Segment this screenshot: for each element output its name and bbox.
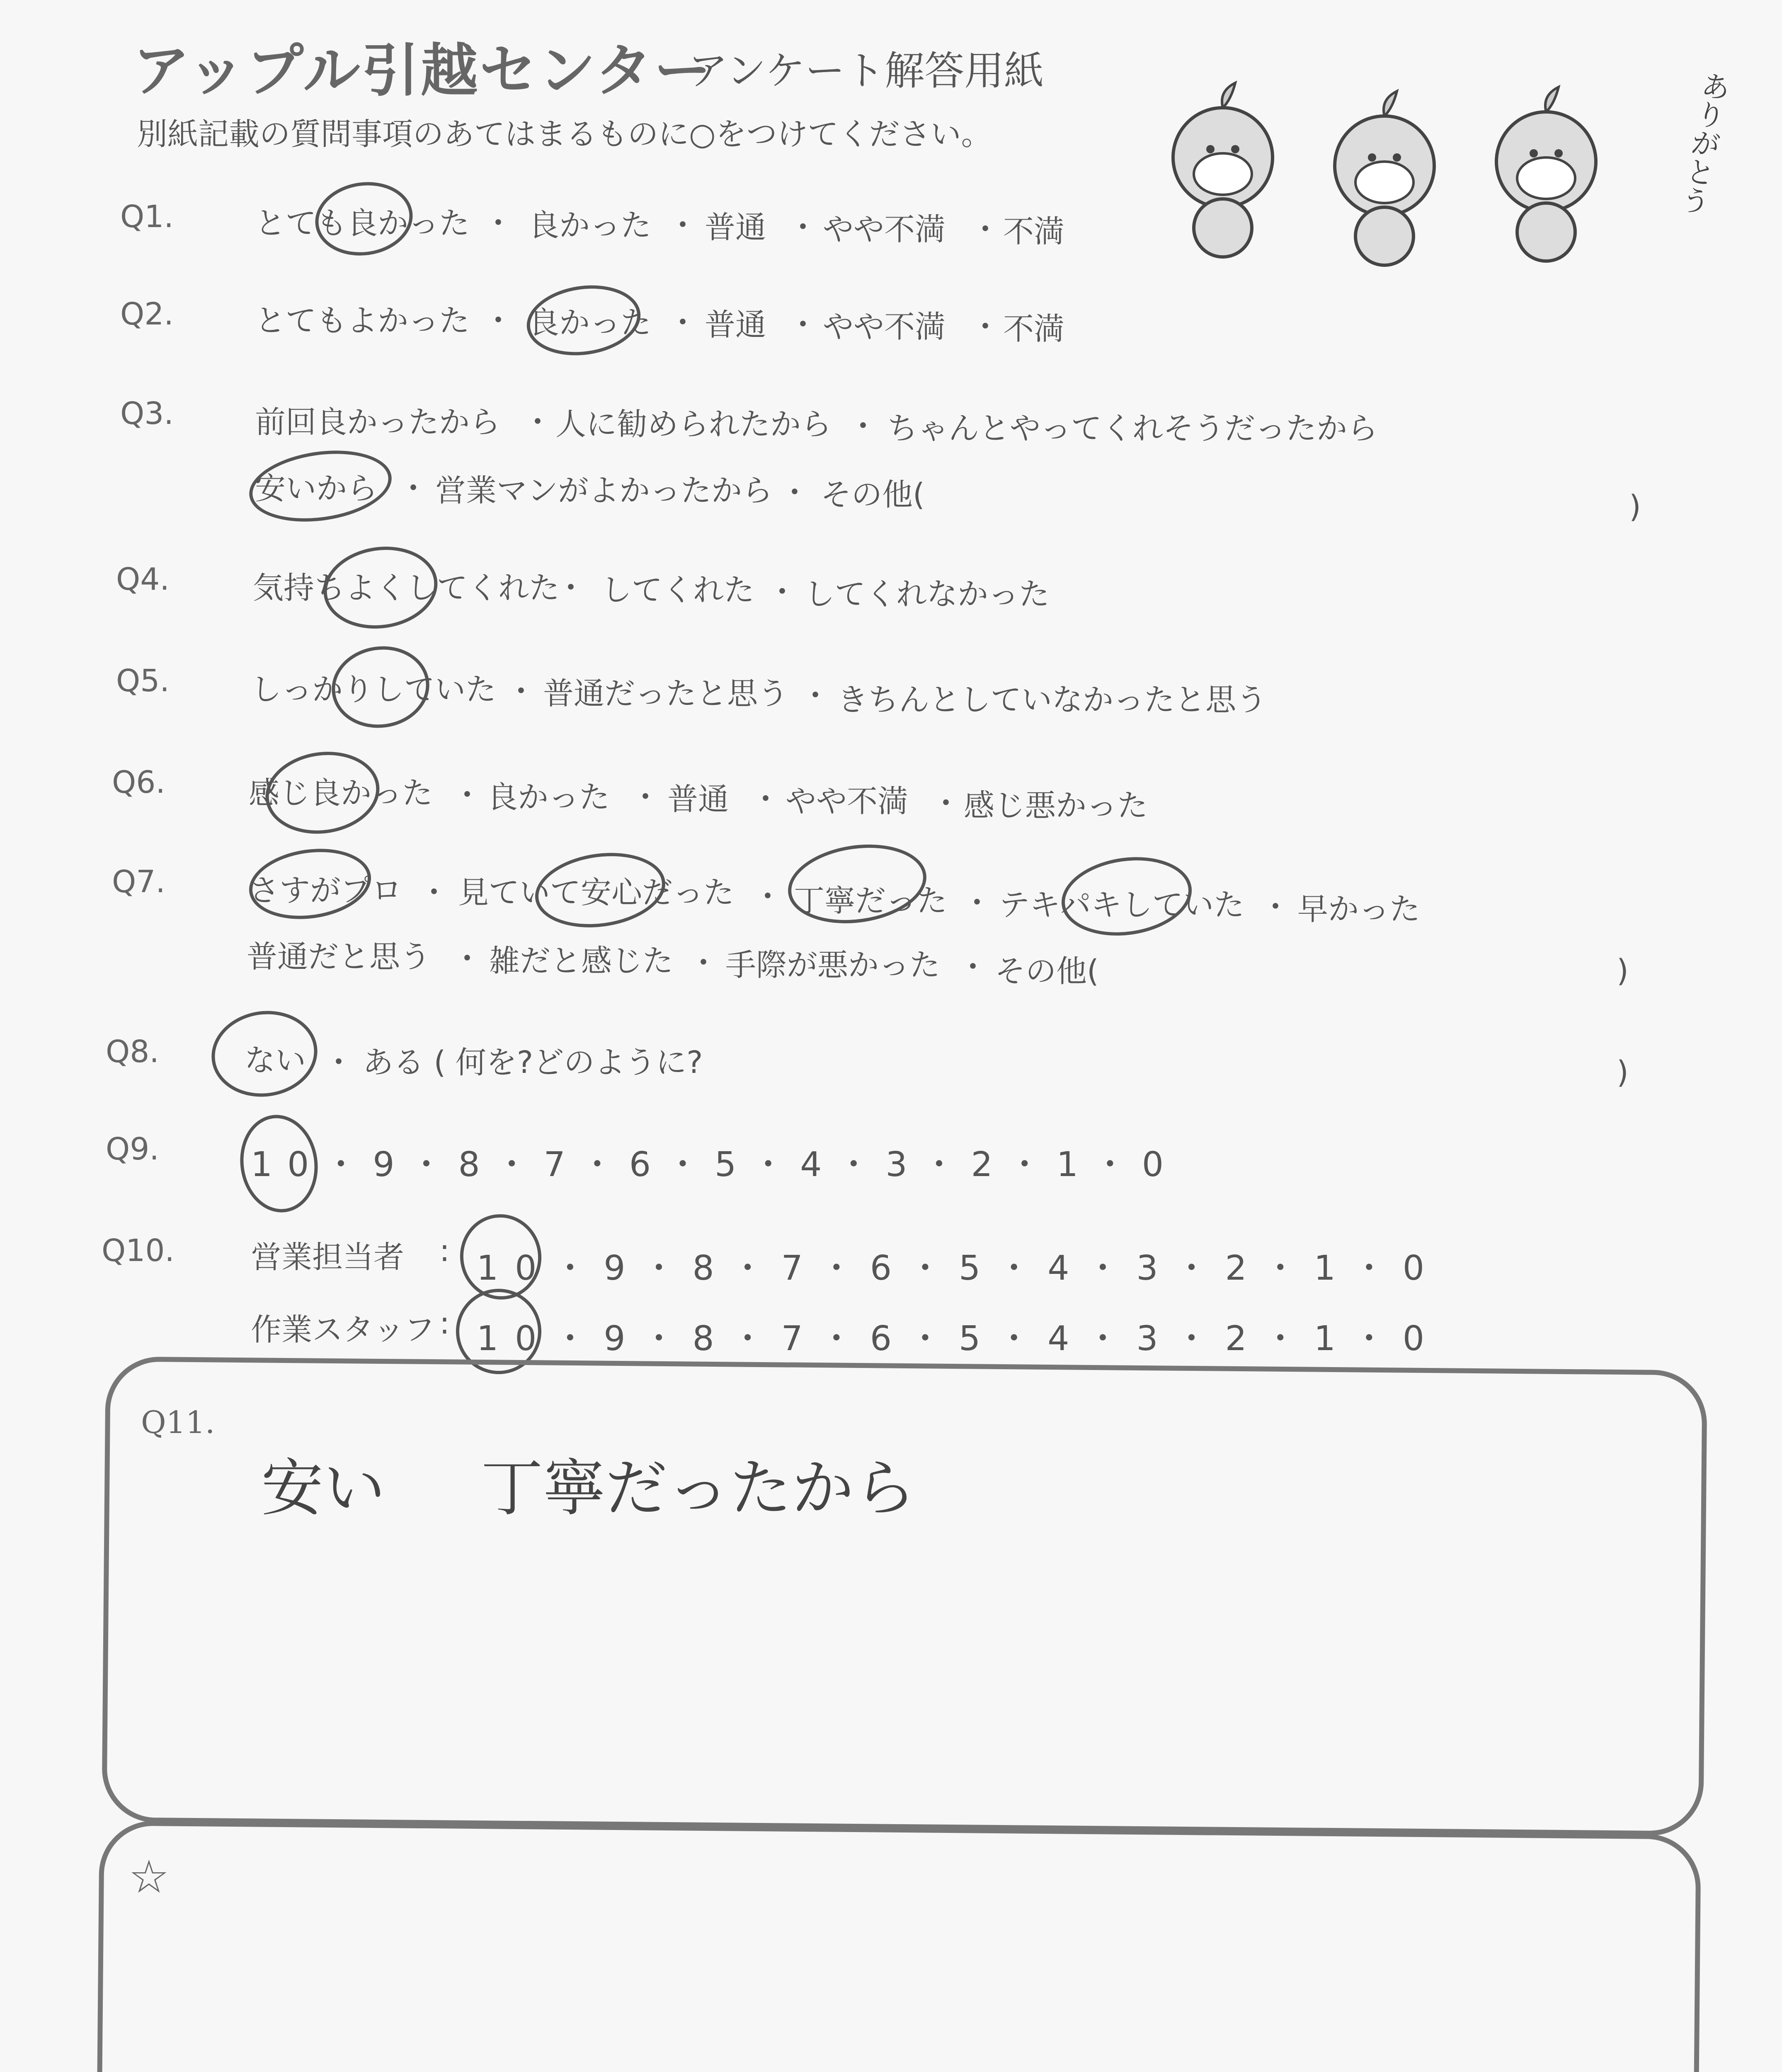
q5-label: Q5. (116, 663, 170, 699)
q3-option-1[interactable]: 前回良かったから (255, 404, 500, 440)
q3-selection-mark (245, 442, 396, 530)
separator: ・ (483, 303, 514, 339)
star-label: ☆ (128, 1850, 170, 1903)
separator: ・ (483, 206, 514, 241)
q5-option-2[interactable]: 普通だったと思う (543, 676, 788, 712)
separator: ・ (555, 570, 586, 606)
separator: ・ (630, 779, 661, 815)
q2-option-2[interactable]: 良かった (529, 305, 651, 341)
separator: ・ (970, 212, 1001, 247)
separator: ・ (779, 475, 810, 511)
q7-option-6[interactable]: 普通だと思う (247, 939, 431, 975)
q3-option-other[interactable]: その他( (821, 477, 925, 513)
separator: ・ (452, 777, 482, 813)
q11-answer-text-2: 丁寧だったから (481, 1452, 916, 1525)
q6-option-5[interactable]: 感じ悪かった (964, 788, 1148, 823)
separator: ・ (688, 945, 719, 981)
q7-option-8[interactable]: 手際が悪かった (725, 947, 940, 983)
q4-selection-mark (318, 540, 443, 636)
q9-selection-mark (234, 1110, 324, 1218)
q3-option-5[interactable]: 営業マンがよかったから (435, 473, 773, 508)
q7-option-3[interactable]: 丁寧だった (794, 883, 947, 919)
q1-option-2[interactable]: 良かった (529, 208, 651, 243)
q11-answer-box[interactable] (102, 1356, 1707, 1836)
q1-option-4[interactable]: やや不満 (823, 212, 946, 247)
separator: ・ (800, 678, 831, 714)
q5-option-3[interactable]: きちんとしていなかったと思う (837, 682, 1267, 718)
q1-label: Q1. (120, 199, 174, 235)
q10-sales-label: 営業担当者 (251, 1239, 404, 1275)
q7-option-7[interactable]: 雑だと感じた (489, 943, 673, 979)
q2-selection-mark (522, 278, 645, 363)
q10-staff-colon: : (439, 1305, 450, 1341)
separator: ・ (788, 307, 818, 343)
comment-box[interactable] (95, 1820, 1701, 2072)
q2-option-5[interactable]: 不満 (1003, 311, 1064, 347)
form-subtitle: アンケート解答用紙 (688, 48, 1044, 94)
q6-option-4[interactable]: やや不満 (786, 784, 908, 819)
separator: ・ (848, 409, 878, 444)
q2-label: Q2. (120, 296, 174, 332)
q10-staff-label: 作業スタッフ (251, 1312, 435, 1348)
q7-option-4[interactable]: テキパキしていた (999, 887, 1244, 923)
q8-option-2[interactable]: ある ( 何を?どのように? (363, 1045, 703, 1080)
separator: ・ (750, 782, 781, 817)
q11-label: Q11. (141, 1405, 215, 1440)
q7-option-2[interactable]: 見ていて安心だった (458, 875, 734, 910)
q3-other-close-paren: ) (1629, 489, 1641, 525)
q6-option-2[interactable]: 良かった (487, 779, 610, 815)
separator: ・ (970, 309, 1001, 345)
form-title: アップル引越センター (133, 37, 713, 104)
monkey-mascot-illustration (1152, 54, 1716, 269)
q11-answer-text-1: 安い (261, 1452, 386, 1525)
q6-option-1[interactable]: 感じ良かった (249, 775, 433, 811)
separator: ・ (522, 404, 553, 440)
separator: ・ (962, 885, 992, 921)
q7-selection-mark-4 (1057, 849, 1197, 944)
q1-option-3[interactable]: 普通 (705, 210, 766, 245)
separator: ・ (419, 875, 449, 910)
q2-option-3[interactable]: 普通 (705, 307, 766, 343)
q2-option-1[interactable]: とてもよかった (255, 303, 470, 339)
q7-other-close-paren: ) (1617, 953, 1629, 989)
q1-option-5[interactable]: 不満 (1003, 214, 1064, 249)
q10-sales-colon: : (439, 1233, 450, 1268)
instruction-text: 別紙記載の質問事項のあてはまるものに○をつけてください。 (137, 116, 992, 152)
q7-option-other[interactable]: その他( (995, 954, 1099, 989)
separator: ・ (667, 305, 698, 341)
q8-label: Q8. (106, 1034, 159, 1070)
q6-option-3[interactable]: 普通 (667, 782, 729, 817)
separator: ・ (931, 786, 961, 821)
q4-option-3[interactable]: してくれなかった (804, 576, 1050, 612)
q7-option-1[interactable]: さすがプロ (249, 873, 402, 908)
q8-option-1[interactable]: ない (245, 1043, 306, 1078)
separator: ・ (667, 208, 698, 243)
q9-scale[interactable]: 10・9・8・7・6・5・4・3・2・1・0 (251, 1145, 1179, 1184)
q3-label: Q3. (120, 396, 174, 431)
q4-label: Q4. (116, 562, 170, 597)
q8-close-paren: ) (1617, 1055, 1629, 1090)
q4-option-2[interactable]: してくれた (601, 572, 754, 608)
separator: ・ (506, 674, 536, 709)
q8-selection-mark (206, 1004, 323, 1104)
separator: ・ (767, 574, 798, 610)
q7-option-5[interactable]: 早かった (1297, 891, 1420, 927)
q3-option-4[interactable]: 安いから (255, 471, 378, 506)
q7-label: Q7. (112, 864, 165, 900)
q10-sales-scale[interactable]: 10・9・8・7・6・5・4・3・2・1・0 (477, 1249, 1441, 1288)
separator: ・ (452, 941, 482, 977)
separator: ・ (323, 1045, 354, 1080)
q1-selection-mark (310, 176, 417, 261)
q5-selection-mark (327, 640, 435, 734)
separator: ・ (958, 949, 988, 985)
q10-staff-scale[interactable]: 10・9・8・7・6・5・4・3・2・1・0 (477, 1319, 1441, 1358)
thanks-text: ありがとう (1674, 68, 1733, 218)
q10-label: Q10. (102, 1233, 175, 1268)
q2-option-4[interactable]: やや不満 (823, 309, 946, 345)
q5-option-1[interactable]: しっかりしていた (251, 672, 496, 707)
q3-option-3[interactable]: ちゃんとやってくれそうだったから (887, 411, 1378, 446)
q7-selection-mark-2 (530, 845, 670, 935)
q1-option-1[interactable]: とても良かった (255, 206, 470, 241)
q4-option-1[interactable]: 気持ちよくしてくれた (253, 570, 560, 606)
q6-label: Q6. (112, 765, 165, 800)
q7-selection-mark-1 (245, 841, 376, 927)
separator: ・ (752, 879, 783, 915)
separator: ・ (398, 471, 429, 506)
q3-option-2[interactable]: 人に勧められたから (555, 407, 832, 442)
separator: ・ (1260, 889, 1291, 925)
q6-selection-mark (260, 745, 385, 841)
q9-label: Q9. (106, 1131, 159, 1167)
separator: ・ (788, 210, 818, 245)
